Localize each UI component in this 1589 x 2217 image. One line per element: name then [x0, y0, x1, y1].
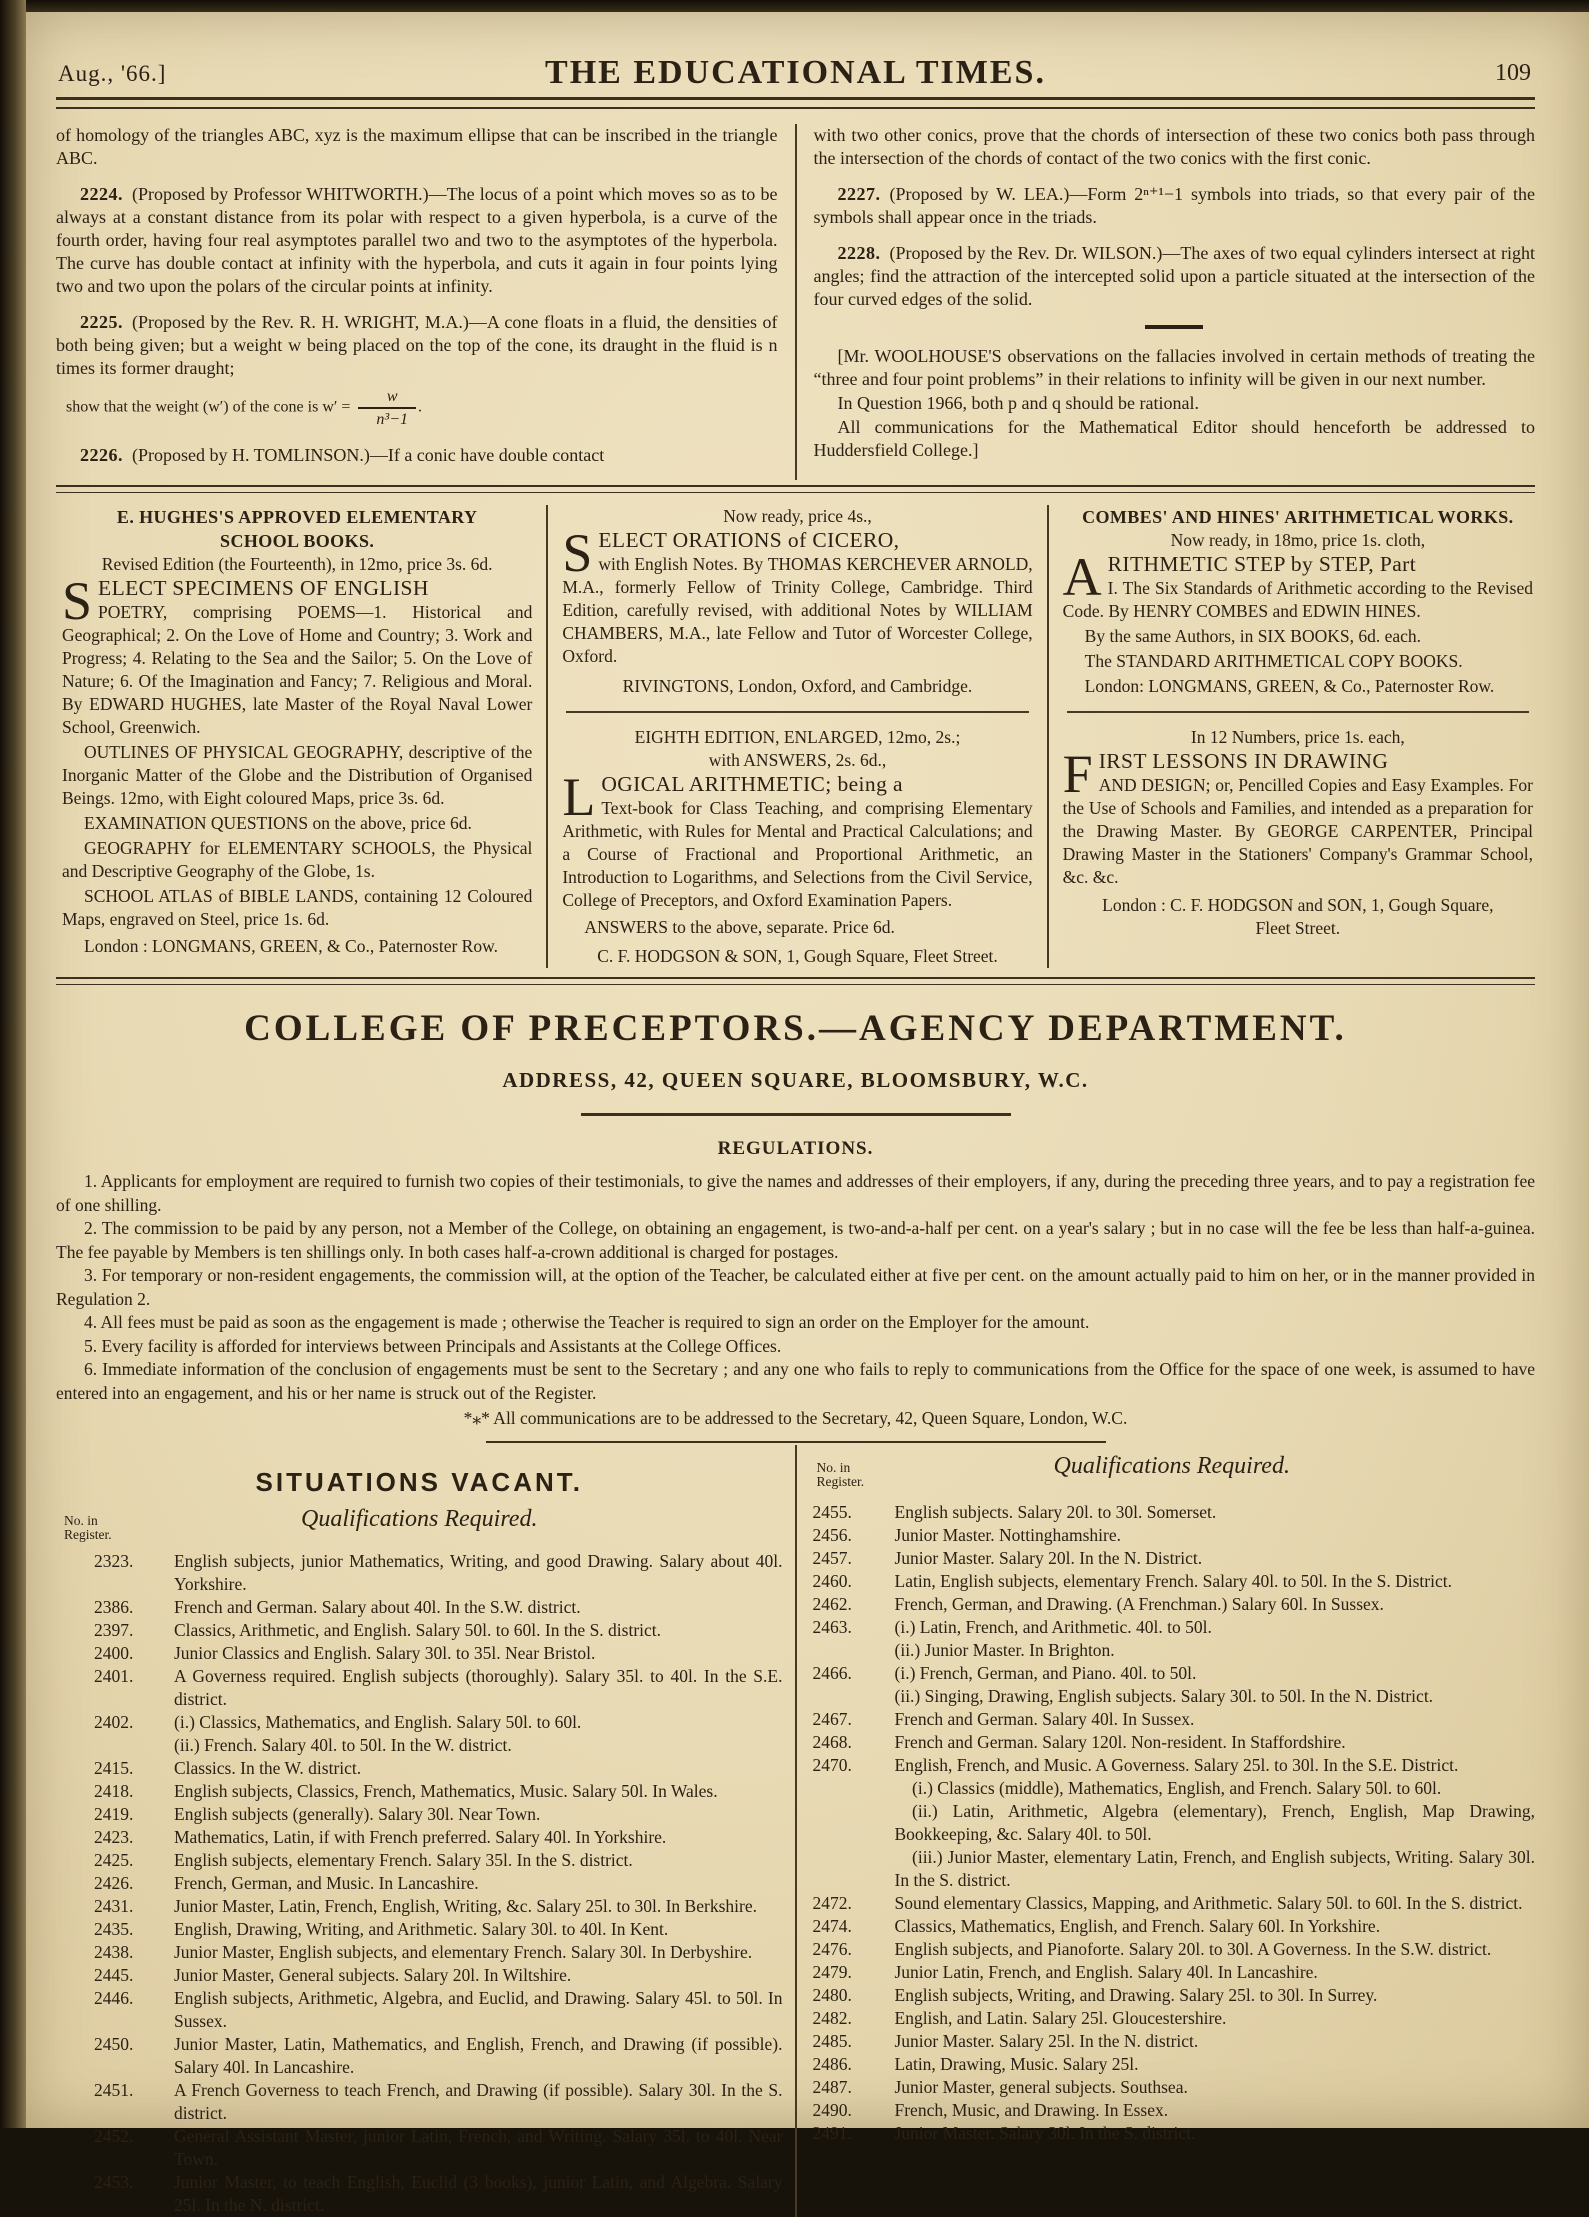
- problem-continuation: [814, 124, 1536, 170]
- ad-column-combes-drawing: [1049, 505, 1535, 968]
- qualification-text: [895, 1938, 1536, 1961]
- situation-row: [56, 1987, 783, 2033]
- register-number: 2423.: [94, 1827, 134, 1847]
- situation-row: [56, 1964, 783, 1987]
- register-number: 2450.: [94, 2034, 134, 2054]
- qualification-text: [174, 1780, 783, 1803]
- register-number: 2446.: [94, 1988, 134, 2008]
- qualification-part: Junior Latin, French, and English. Salary 40l. In Lancashire.: [894, 1962, 1318, 1982]
- register-number: 2401.: [94, 1666, 134, 1686]
- qualification-part: Latin, English subjects, elementary French. Salary 40l. to 50l. In the S. District.: [894, 1571, 1452, 1591]
- situation-row: [809, 1616, 1536, 1662]
- qualification-text: [174, 1872, 783, 1895]
- ad-body: [562, 767, 1033, 912]
- situation-row: [56, 1780, 783, 1803]
- situation-row: [56, 1895, 783, 1918]
- qualification-text: [174, 1918, 783, 1941]
- situations-list: [809, 1501, 1536, 2145]
- qualification-text: [174, 1826, 783, 1849]
- situation-row: [56, 2171, 783, 2217]
- register-number: 2487.: [812, 2077, 852, 2097]
- problem-number: 2228.: [837, 243, 881, 263]
- situation-row: [809, 1731, 1536, 1754]
- college-title: COLLEGE OF PRECEPTORS.—AGENCY DEPARTMENT.: [244, 1008, 1347, 1049]
- qualification-part: English, Drawing, Writing, and Arithmetic. Salary 30l. to 40l. In Kent.: [174, 1919, 669, 1939]
- qualification-text: [895, 2030, 1536, 2053]
- qualification-part: Sound elementary Classics, Mapping, and Arithmetic. Salary 50l. to 60l. In the S. district.: [894, 1893, 1523, 1913]
- section-rule: [56, 485, 1535, 493]
- qualification-part: Classics, Mathematics, English, and French. Salary 60l. In Yorkshire.: [894, 1916, 1381, 1936]
- qualification-text: [895, 1547, 1536, 1570]
- qualification-text: [174, 1964, 783, 1987]
- ad-heading: SCHOOL BOOKS.: [220, 531, 375, 551]
- ad-body: [1062, 547, 1533, 623]
- qualification-part: (iii.) Junior Master, elementary Latin, French, and English subjects, Writing. Salary 30l. In the S. district.: [894, 1847, 1535, 1890]
- situation-row: [56, 1596, 783, 1619]
- register-number: 2452.: [94, 2126, 134, 2146]
- qualification-text: [895, 1892, 1536, 1915]
- ad-body: [62, 571, 533, 739]
- situation-row: [809, 1547, 1536, 1570]
- qualification-part: English subjects, Writing, and Drawing. Salary 25l. to 30l. In Surrey.: [894, 1985, 1378, 2005]
- register-number: 2463.: [812, 1617, 852, 1637]
- register-number: 2455.: [812, 1502, 852, 1522]
- ad-edition-line: EIGHTH EDITION, ENLARGED, 12mo, 2s.;: [634, 727, 961, 747]
- register-number: 2486.: [812, 2054, 852, 2074]
- qualification-text: [895, 1984, 1536, 2007]
- register-number: 2480.: [812, 1985, 852, 2005]
- qualification-part: French and German. Salary about 40l. In the S.W. district.: [174, 1597, 581, 1617]
- problem-text: (Proposed by the Rev. Dr. WILSON.)—The axes of two equal cylinders intersect at right angles; find the attraction of the intercepted solid upon a particle situated at the intersection of the four curved edges of the solid.: [813, 243, 1535, 309]
- ad-answers-line: ANSWERS to the above, separate. Price 6d.: [584, 917, 895, 937]
- qualification-text: [895, 2122, 1536, 2145]
- register-number: 2466.: [812, 1663, 852, 1683]
- qualification-text: [174, 2033, 783, 2079]
- qualification-part: (i.) French, German, and Piano. 40l. to 50l.: [894, 1663, 1197, 1683]
- qualification-part: English subjects, elementary French. Salary 35l. In the S. district.: [174, 1850, 633, 1870]
- register-number: 2468.: [812, 1732, 852, 1752]
- ad-paragraph: EXAMINATION QUESTIONS on the above, price 6d.: [84, 813, 472, 833]
- register-number: 2482.: [812, 2008, 852, 2028]
- qualification-part: Junior Master, general subjects. Southsea.: [894, 2077, 1188, 2097]
- qualification-part: Junior Master. Salary 30l. In the S. district.: [894, 2123, 1196, 2143]
- situation-row: [809, 2076, 1536, 2099]
- qualification-part: (ii.) Junior Master. In Brighton.: [894, 1640, 1115, 1660]
- situation-row: [809, 1501, 1536, 1524]
- situation-row: [56, 1711, 783, 1757]
- register-number: 2323.: [94, 1551, 134, 1571]
- qualification-part: French, German, and Drawing. (A Frenchman.) Salary 60l. In Sussex.: [894, 1594, 1384, 1614]
- qualification-part: Junior Classics and English. Salary 30l. to 35l. Near Bristol.: [174, 1643, 596, 1663]
- register-number: 2470.: [812, 1755, 852, 1775]
- qualification-text: [895, 1662, 1536, 1708]
- qualification-part: French and German. Salary 40l. In Sussex.: [894, 1709, 1195, 1729]
- situation-row: [56, 1642, 783, 1665]
- ad-title-line: RITHMETIC STEP by STEP, Part: [1107, 552, 1417, 576]
- fraction-numerator: w: [386, 388, 398, 405]
- qualification-part: French and German. Salary 120l. Non-resident. In Staffordshire.: [894, 1732, 1346, 1752]
- register-number: 2479.: [812, 1962, 852, 1982]
- register-number: 2460.: [812, 1571, 852, 1591]
- qualification-text: [895, 1593, 1536, 1616]
- register-number: 2490.: [812, 2100, 852, 2120]
- situation-row: [809, 1961, 1536, 1984]
- problem-number: 2226.: [80, 445, 123, 465]
- ad-paragraphs: [1063, 625, 1533, 673]
- situation-row: [809, 2122, 1536, 2145]
- register-number: 2426.: [94, 1873, 134, 1893]
- qualification-text: [174, 1987, 783, 2033]
- problem-2228: [814, 242, 1536, 311]
- ad-title-line: ELECT ORATIONS of CICERO,: [598, 528, 900, 552]
- register-number: 2415.: [94, 1758, 134, 1778]
- ad-paragraph: SCHOOL ATLAS of BIBLE LANDS, containing 12 Coloured Maps, engraved on Steel, price 1s. 6d.: [62, 886, 533, 929]
- ad-heading: E. HUGHES'S APPROVED ELEMENTARY: [116, 507, 478, 527]
- qualification-part: Junior Master, Latin, French, English, Writing, &c. Salary 25l. to 30l. In Berkshire.: [174, 1896, 757, 1916]
- situation-row: [56, 1849, 783, 1872]
- situation-row: [809, 1938, 1536, 1961]
- qualification-part: General Assistant Master, junior Latin, French, and Writing. Salary 35l. to 40l. Near Town.: [174, 2126, 783, 2169]
- register-number: 2402.: [94, 1712, 134, 1732]
- ad-edition-line: Revised Edition (the Fourteenth), in 12mo, price 3s. 6d.: [101, 554, 493, 574]
- ad-imprint: London: LONGMANS, GREEN, & Co., Paternoster Row.: [1084, 676, 1495, 696]
- situation-row: [56, 2033, 783, 2079]
- problems-column-right: [797, 124, 1536, 480]
- qualification-text: [895, 1570, 1536, 1593]
- problem-2227: [814, 183, 1536, 229]
- drop-cap: S: [62, 571, 93, 631]
- ad-divider-rule: [1067, 711, 1529, 713]
- situation-row: [809, 1593, 1536, 1616]
- situations-column-right: [797, 1443, 1536, 2217]
- ad-body-text: I. The Six Standards of Arithmetic according to the Revised Code. By HENRY COMBES and EDWIN HINES.: [1062, 578, 1533, 621]
- editor-notes: [814, 345, 1536, 462]
- problem-number: 2227.: [837, 184, 881, 204]
- situations-column-left: [56, 1443, 795, 2217]
- publication-title: THE EDUCATIONAL TIMES.: [545, 54, 1046, 91]
- qualification-text: [895, 2053, 1536, 2076]
- ad-title-line: ELECT SPECIMENS OF ENGLISH: [98, 576, 429, 600]
- situation-row: [56, 1941, 783, 1964]
- scan-edge-left: [0, 0, 26, 2128]
- situation-row: [56, 1665, 783, 1711]
- ad-divider-rule: [566, 711, 1028, 713]
- qualification-part: Mathematics, Latin, if with French preferred. Salary 40l. In Yorkshire.: [174, 1827, 667, 1847]
- drop-cap: F: [1062, 744, 1093, 804]
- qualification-part: Classics, Arithmetic, and English. Salary 50l. to 60l. In the S. district.: [174, 1620, 662, 1640]
- problem-text: of homology of the triangles ABC, xyz is the maximum ellipse that can be inscribed in the triangle ABC.: [56, 125, 778, 168]
- issue-date: Aug., '66.]: [58, 61, 167, 86]
- ad-title-line: IRST LESSONS IN DRAWING: [1098, 749, 1389, 773]
- qualification-part: (ii.) Singing, Drawing, English subjects. Salary 30l. to 50l. In the N. District.: [894, 1686, 1434, 1706]
- register-number: 2456.: [812, 1525, 852, 1545]
- ad-imprint: C. F. HODGSON & SON, 1, Gough Square, Fleet Street.: [597, 946, 998, 966]
- register-number: 2419.: [94, 1804, 134, 1824]
- problem-continuation: [56, 124, 778, 170]
- qualification-text: [174, 2171, 783, 2217]
- ad-column-hughes: [56, 505, 546, 968]
- situation-row: [809, 1754, 1536, 1892]
- problem-text: (Proposed by Professor WHITWORTH.)—The locus of a point which moves so as to be always at a constant distance from its polar with respect to a given hyperbola, is a curve of the fourth order, having four real asymptotes parallel two and two to the asymptotes of the hyperbola. The curve has double contact at infinity with the hyperbola, and cuts it again in four points lying two and two upon the polars of the circular points at infinity.: [56, 184, 778, 296]
- communications-note: *⁎* All communications are to be addressed to the Secretary, 42, Queen Square, London, W.C.: [463, 1408, 1128, 1428]
- situation-row: [56, 1803, 783, 1826]
- register-number: 2451.: [94, 2080, 134, 2100]
- section-dash-rule: [1145, 325, 1203, 329]
- register-number: 2476.: [812, 1939, 852, 1959]
- qualification-part: English subjects (generally). Salary 30l. Near Town.: [174, 1804, 541, 1824]
- drop-cap: L: [562, 767, 596, 827]
- qualification-text: [174, 1895, 783, 1918]
- register-number: 2425.: [94, 1850, 134, 1870]
- qualification-part: English, and Latin. Salary 25l. Gloucestershire.: [894, 2008, 1227, 2028]
- ad-edition-line: with ANSWERS, 2s. 6d.,: [708, 750, 887, 770]
- register-label-line: Register.: [64, 1527, 112, 1542]
- situation-row: [809, 1662, 1536, 1708]
- ad-ready-line: Now ready, in 18mo, price 1s. cloth,: [1170, 530, 1426, 550]
- situation-row: [809, 1708, 1536, 1731]
- ad-ready-line: In 12 Numbers, price 1s. each,: [1190, 727, 1405, 747]
- ad-body-text: POETRY, comprising POEMS—1. Historical and Geographical; 2. On the Love of Home and Country; 3. Work and Progress; 4. Relating to the Sea and the Sailor; 5. On the Love of Nature; 6. Of the Imagination and Fancy; 7. Religious and Moral. By EDWARD HUGHES, late Master of the Royal Naval Lower School, Greenwich.: [62, 602, 533, 737]
- problem-text: (Proposed by the Rev. R. H. WRIGHT, M.A.)—A cone floats in a fluid, the densities of both being given; but a weight w being placed on the top of the cone, its draught in the fluid is n times its former draught;: [56, 312, 778, 378]
- qualification-text: [174, 1619, 783, 1642]
- ad-imprint: Fleet Street.: [1255, 918, 1341, 938]
- cone-weight-formula: [56, 386, 778, 430]
- problem-number: 2225.: [80, 312, 123, 332]
- register-number: 2400.: [94, 1643, 134, 1663]
- college-address: ADDRESS, 42, QUEEN SQUARE, BLOOMSBURY, W.C.: [502, 1068, 1089, 1092]
- ad-imprint: RIVINGTONS, London, Oxford, and Cambridge.: [622, 676, 973, 696]
- qualification-text: [174, 1849, 783, 1872]
- masthead-rule: [56, 97, 1535, 109]
- situation-row: [56, 1619, 783, 1642]
- qualifications-heading: Qualifications Required.: [1053, 1453, 1290, 1479]
- qualification-part: French, Music, and Drawing. In Essex.: [894, 2100, 1169, 2120]
- qualification-text: [895, 1708, 1536, 1731]
- situation-row: [56, 2125, 783, 2171]
- ad-body-text: with English Notes. By THOMAS KERCHEVER ARNOLD, M.A., formerly Fellow of Trinity College, Cambridge. Third Edition, carefully revised, with additional Notes by WILLIAM CHAMBERS, M.A., late Fellow and Tutor of Worcester College, Oxford.: [562, 554, 1033, 666]
- qualification-part: Junior Master, English subjects, and elementary French. Salary 30l. In Derbyshire.: [174, 1942, 753, 1962]
- qualification-text: [174, 1941, 783, 1964]
- register-number: 2457.: [812, 1548, 852, 1568]
- register-number: 2386.: [94, 1597, 134, 1617]
- ad-imprint: London : C. F. HODGSON and SON, 1, Gough Square,: [1102, 895, 1494, 915]
- page-number: 109: [1495, 60, 1531, 86]
- qualification-part: (i.) Classics (middle), Mathematics, English, and French. Salary 50l. to 60l.: [894, 1778, 1442, 1798]
- ad-heading: COMBES' AND HINES' ARITHMETICAL WORKS.: [1082, 507, 1514, 527]
- situation-row: [809, 1524, 1536, 1547]
- situation-row: [56, 1550, 783, 1596]
- qualification-text: [174, 2125, 783, 2171]
- register-number: 2445.: [94, 1965, 134, 1985]
- formula-period: .: [418, 398, 422, 416]
- qualification-part: English subjects, Classics, French, Mathematics, Music. Salary 50l. In Wales.: [174, 1781, 718, 1801]
- ad-paragraphs: [62, 741, 532, 931]
- situation-row: [56, 1918, 783, 1941]
- masthead: [56, 38, 1535, 92]
- problems-section: [56, 109, 1535, 480]
- register-label-line: Register.: [816, 1474, 865, 1489]
- situation-row: [809, 1892, 1536, 1915]
- ad-body-text: AND DESIGN; or, Pencilled Copies and Easy Examples. For the Use of Schools and Families, and intended as a preparation for the Drawing Master. By GEORGE CARPENTER, Principal Drawing Master in the Stationers' Company's Grammar School, &c. &c.: [1062, 775, 1533, 887]
- regulation-item: 2. The commission to be paid by any person, not a Member of the College, on obtaining an engagement, is two-and-a-half per cent. on a year's salary ; but in no case will the fee be less than half-a-guinea. The fee payable by Members is ten shillings only. In both cases half-a-crown additional is charged for postages.: [56, 1218, 1535, 1262]
- qualification-text: [895, 1731, 1536, 1754]
- qualification-part: Classics. In the W. district.: [174, 1758, 362, 1778]
- qualification-text: [895, 1915, 1536, 1938]
- situation-row: [809, 1915, 1536, 1938]
- situations-title: SITUATIONS VACANT.: [255, 1467, 583, 1497]
- situations-header: [809, 1451, 1536, 1501]
- short-center-rule: [581, 1113, 1011, 1116]
- ad-paragraph: By the same Authors, in SIX BOOKS, 6d. each.: [1084, 626, 1422, 646]
- qualification-text: [895, 1524, 1536, 1547]
- qualification-part: English, French, and Music. A Governess. Salary 25l. to 30l. In the S.E. District.: [894, 1755, 1459, 1775]
- qualification-part: Junior Master. Salary 20l. In the N. District.: [894, 1548, 1203, 1568]
- qualification-part: Junior Master, to teach English, Euclid (3 books), junior Latin, and Algebra. Salary 25l. In the N. district.: [174, 2172, 783, 2215]
- problem-text: (Proposed by W. LEA.)—Form 2ⁿ⁺¹−1 symbols into triads, so that every pair of the symbols shall appear once in the triads.: [813, 184, 1535, 227]
- regulation-item: 5. Every facility is afforded for interviews between Principals and Assistants at the College Offices.: [84, 1335, 782, 1356]
- register-number: 2435.: [94, 1919, 134, 1939]
- college-section: [56, 985, 1535, 1443]
- ad-paragraph: The STANDARD ARITHMETICAL COPY BOOKS.: [1084, 651, 1463, 671]
- register-label-line: No. in: [64, 1513, 98, 1528]
- qualification-text: [174, 1596, 783, 1619]
- situation-row: [809, 2053, 1536, 2076]
- qualification-text: [895, 2099, 1536, 2122]
- register-number: 2397.: [94, 1620, 134, 1640]
- qualifications-heading: Qualifications Required.: [301, 1506, 538, 1532]
- register-number: 2418.: [94, 1781, 134, 1801]
- register-number: 2431.: [94, 1896, 134, 1916]
- situations-header: [56, 1504, 783, 1550]
- qualification-text: [174, 1665, 783, 1711]
- situation-row: [809, 2099, 1536, 2122]
- situations-section: [56, 1443, 1535, 2217]
- fraction: [358, 386, 416, 430]
- problem-2224: [56, 183, 778, 298]
- situation-row: [56, 1872, 783, 1895]
- register-number: 2472.: [812, 1893, 852, 1913]
- qualification-part: (i.) Classics, Mathematics, and English. Salary 50l. to 60l.: [174, 1712, 582, 1732]
- qualification-part: English subjects. Salary 20l. to 30l. Somerset.: [894, 1502, 1217, 1522]
- ad-ready-line: Now ready, price 4s.,: [723, 506, 872, 526]
- qualification-part: (i.) Latin, French, and Arithmetic. 40l. to 50l.: [894, 1617, 1212, 1637]
- regulations-title: REGULATIONS.: [717, 1138, 874, 1159]
- regulation-item: 3. For temporary or non-resident engagements, the commission will, at the option of the Teacher, be calculated either at five per cent. on the amount actually paid to him on her, or in the manner provided in Regulation 2.: [56, 1265, 1535, 1309]
- problem-text: (Proposed by H. TOMLINSON.)—If a conic have double contact: [123, 445, 605, 465]
- ad-paragraph: GEOGRAPHY for ELEMENTARY SCHOOLS, the Physical and Descriptive Geography of the Globe, 1s.: [62, 838, 533, 881]
- qualification-text: [174, 1803, 783, 1826]
- qualification-part: A Governess required. English subjects (thoroughly). Salary 35l. to 40l. In the S.E. district.: [174, 1666, 783, 1709]
- qualification-text: [895, 2007, 1536, 2030]
- qualification-text: [895, 1754, 1536, 1892]
- ad-imprint: London : LONGMANS, GREEN, & Co., Paternoster Row.: [84, 936, 498, 956]
- situation-row: [809, 1570, 1536, 1593]
- editor-note: In Question 1966, both p and q should be rational.: [837, 393, 1199, 413]
- qualification-part: (ii.) French. Salary 40l. to 50l. In the W. district.: [174, 1735, 512, 1755]
- situation-row: [56, 2079, 783, 2125]
- ad-paragraph: OUTLINES OF PHYSICAL GEOGRAPHY, descriptive of the Inorganic Matter of the Globe and the Distribution of Organised Beings. 12mo, with Eight coloured Maps, price 3s. 6d.: [62, 742, 533, 808]
- situation-row: [809, 2030, 1536, 2053]
- qualification-part: Latin, Drawing, Music. Salary 25l.: [894, 2054, 1139, 2074]
- newspaper-page: [24, 12, 1589, 2215]
- drop-cap: A: [1062, 547, 1102, 607]
- problem-2225: [56, 311, 778, 380]
- editor-note: All communications for the Mathematical Editor should henceforth be addressed to Huddersfield College.]: [813, 417, 1535, 460]
- situation-row: [809, 2007, 1536, 2030]
- regulations-list: [56, 1170, 1535, 1405]
- qualification-part: (ii.) Latin, Arithmetic, Algebra (elementary), French, English, Map Drawing, Bookkeeping, &c. Salary 40l. to 50l.: [894, 1801, 1535, 1844]
- qualification-part: English subjects, Arithmetic, Algebra, and Euclid, and Drawing. Salary 45l. to 50l. In Sussex.: [174, 1988, 783, 2031]
- qualification-text: [895, 2076, 1536, 2099]
- qualification-text: [174, 1550, 783, 1596]
- fraction-denominator: n³−1: [358, 407, 416, 430]
- qualification-part: A French Governess to teach French, and Drawing (if possible). Salary 30l. In the S. district.: [174, 2080, 783, 2123]
- problem-number: 2224.: [80, 184, 123, 204]
- qualification-text: [174, 1711, 783, 1757]
- advertisements-section: [56, 493, 1535, 972]
- qualification-part: Junior Master. Nottinghamshire.: [894, 1525, 1122, 1545]
- qualification-text: [895, 1961, 1536, 1984]
- drop-cap: S: [562, 523, 593, 583]
- ad-column-cicero-arithmetic: [548, 505, 1046, 968]
- register-number: 2491.: [812, 2123, 852, 2143]
- ad-body: [562, 523, 1033, 668]
- problem-2226: [56, 444, 778, 467]
- regulation-item: 4. All fees must be paid as soon as the engagement is made ; otherwise the Teacher is required to sign an order on the Employer for the amount.: [84, 1312, 1090, 1332]
- qualification-part: Junior Master, Latin, Mathematics, and English, French, and Drawing (if possible). Salary 40l. In Lancashire.: [174, 2034, 783, 2077]
- situations-list: [56, 1550, 783, 2217]
- situation-row: [56, 1757, 783, 1780]
- register-number: 2485.: [812, 2031, 852, 2051]
- regulation-item: 6. Immediate information of the conclusion of engagements must be sent to the Secretary ; and any one who fails to reply to communications from the Office for the space of one week, is assumed to have entered into an engagement, and his or her name is struck out of the Register.: [56, 1359, 1535, 1403]
- qualification-part: English subjects, and Pianoforte. Salary 20l. to 30l. A Governess. In the S.W. district.: [894, 1939, 1492, 1959]
- qualification-part: Junior Master. Salary 25l. In the N. district.: [894, 2031, 1199, 2051]
- editor-note: [Mr. WOOLHOUSE'S observations on the fallacies involved in certain methods of treating the “three and four point problems” in their relations to infinity will be given in our next number.: [813, 346, 1535, 389]
- register-label-line: No. in: [816, 1460, 851, 1475]
- regulation-item: 1. Applicants for employment are required to furnish two copies of their testimonials, to give the names and addresses of their employers, if any, during the preceding three years, and to pay a registration fee of one shilling.: [56, 1171, 1535, 1215]
- qualification-text: [174, 1757, 783, 1780]
- register-number: 2467.: [812, 1709, 852, 1729]
- formula-text: show that the weight (w′) of the cone is w′ =: [66, 398, 351, 416]
- qualification-text: [174, 1642, 783, 1665]
- qualification-text: [895, 1501, 1536, 1524]
- situation-row: [809, 1984, 1536, 2007]
- qualification-text: [174, 2079, 783, 2125]
- qualification-part: French, German, and Music. In Lancashire.: [174, 1873, 479, 1893]
- qualification-part: Junior Master, General subjects. Salary 20l. In Wiltshire.: [174, 1965, 572, 1985]
- ad-title-line: OGICAL ARITHMETIC; being a: [601, 772, 903, 796]
- register-number: 2474.: [812, 1916, 852, 1936]
- problems-column-left: [56, 124, 795, 480]
- ad-body: [1062, 744, 1533, 889]
- register-number: 2462.: [812, 1594, 852, 1614]
- register-number: 2438.: [94, 1942, 134, 1962]
- situation-row: [56, 1826, 783, 1849]
- section-rule: [56, 977, 1535, 985]
- register-number: 2453.: [94, 2172, 134, 2192]
- qualification-part: English subjects, junior Mathematics, Writing, and good Drawing. Salary about 40l. Yorkshire.: [174, 1551, 783, 1594]
- ad-body-text: Text-book for Class Teaching, and comprising Elementary Arithmetic, with Rules for Mental and Practical Calculations; and a Course of Fractional and Proportional Arithmetic, an Introduction to Logarithms, and Selections from the Civil Service, College of Preceptors, and Oxford Examination Papers.: [562, 798, 1033, 910]
- problem-text: with two other conics, prove that the chords of intersection of these two conics both pass through the intersection of the chords of contact of the two conics with the first conic.: [813, 125, 1535, 168]
- qualification-text: [895, 1616, 1536, 1662]
